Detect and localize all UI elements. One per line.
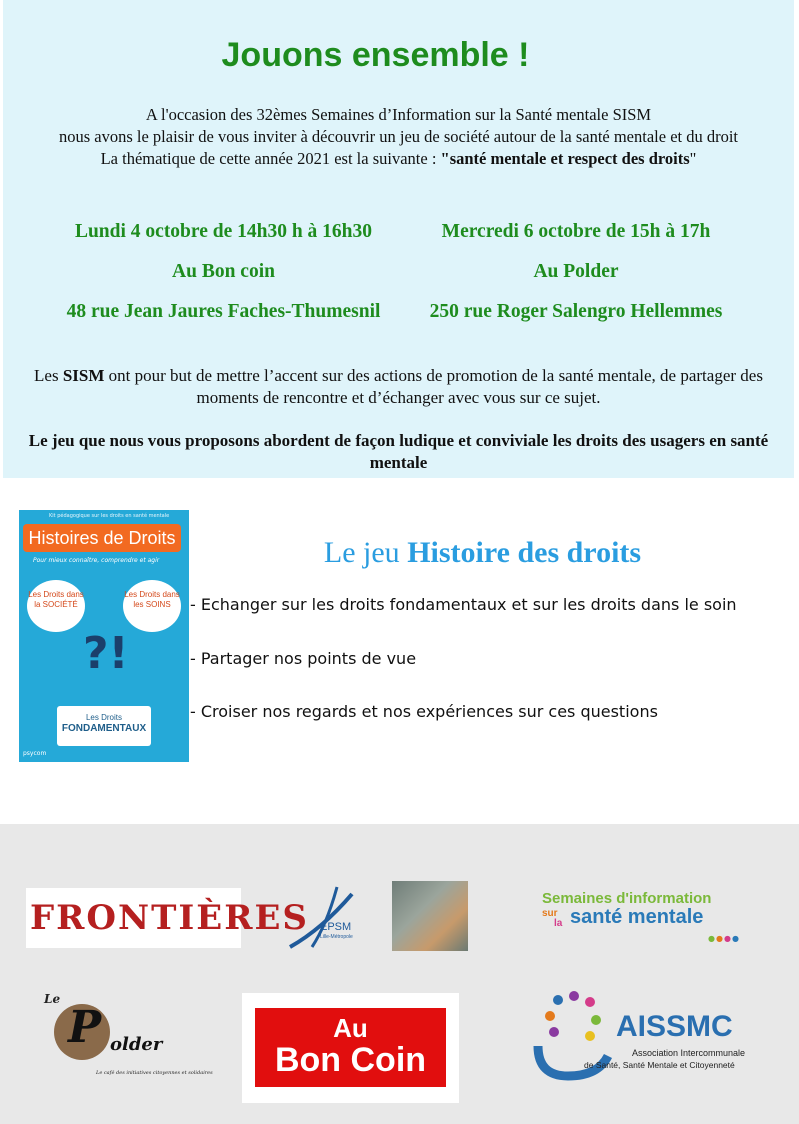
intro-line-2: nous avons le plaisir de vous inviter à découvrir un jeu de société autour de la santé mentale et du droit [58, 127, 739, 146]
event-1-date: Lundi 4 octobre de 14h30 h à 16h30 [74, 221, 373, 242]
game-cover-image [19, 510, 189, 762]
epsm-subtitle: Lille-Métropole [320, 934, 353, 940]
polder-logo [40, 992, 215, 1082]
epsm-painting [392, 881, 468, 951]
intro-line-1: A l'occasion des 32èmes Semaines d’Information sur la Santé mentale SISM [145, 105, 652, 124]
cover-bubble-society: Les Droits dans la SOCIÉTÉ [27, 580, 85, 632]
cover-fund-line1: Les Droits [85, 713, 122, 722]
au-bon-coin-au: Au [333, 1013, 368, 1043]
partners-footer [0, 824, 799, 1124]
sism-rest: ont pour but de mettre l’accent sur des actions de promotion de la santé mentale, de partager des moments de rencontre et d’échanger avec vous sur ce sujet. [104, 366, 763, 407]
aissmc-name: AISSMC [616, 1010, 733, 1043]
game-title-prefix: Le jeu [323, 536, 408, 569]
aissmc-logo [528, 986, 753, 1086]
cover-kit-label: Kit pédagogique sur les droits en santé mentale [49, 513, 170, 519]
cover-banner: Histoires de Droits [23, 524, 181, 552]
polder-name: older [110, 1034, 163, 1055]
sism-acronym: SISM [62, 366, 105, 385]
page-title: Jouons ensemble ! [221, 36, 530, 74]
au-bon-coin-logo [242, 993, 459, 1103]
event-2-date: Mercredi 6 octobre de 15h à 17h [441, 221, 711, 242]
epsm-swoosh-icon [282, 879, 382, 954]
cover-fundamental [57, 706, 151, 746]
cover-publisher: psycom [23, 750, 47, 757]
polder-le: Le [44, 992, 61, 1006]
aissmc-sub-2: de Santé, Santé Mentale et Citoyenneté [584, 1060, 735, 1070]
event-2-address: 250 rue Roger Salengro Hellemmes [429, 301, 723, 322]
intro-theme: "santé mentale et respect des droits [440, 149, 690, 168]
polder-p: P [68, 1002, 102, 1053]
game-title-name: Histoire des droits [407, 536, 642, 569]
question-mark-icon: ?! [83, 628, 129, 679]
sism-logo-line2: santé mentale [570, 906, 704, 928]
sism-prefix: Les [34, 366, 63, 385]
bullet-1: - Echanger sur les droits fondamentaux et sur les droits dans le soin [190, 595, 737, 614]
au-bon-coin-box [255, 1008, 446, 1087]
epsm-name: EPSM [320, 921, 352, 933]
frontieres-logo-text: FRONTIÈRES [30, 898, 309, 938]
game-description: Le jeu que nous vous proposons abordent de façon ludique et conviviale les droits des usagers en santé mentale [28, 431, 769, 472]
sism-logo-la: la [554, 918, 563, 929]
event-2-place: Au Polder [533, 261, 619, 282]
epsm-logo [282, 879, 472, 954]
polder-tagline: Le café des initiatives citoyennes et solidaires [96, 1070, 213, 1076]
cover-bubble-care: Les Droits dans les SOINS [123, 580, 181, 632]
intro-text [3, 104, 794, 170]
au-bon-coin-name: Bon Coin [274, 1041, 427, 1079]
aissmc-people-icon [528, 986, 618, 1086]
bullet-2: - Partager nos points de vue [190, 649, 417, 668]
intro-line-3 [3, 148, 794, 170]
cover-fund-line2: FONDAMENTAUX [61, 723, 147, 734]
event-1-address: 48 rue Jean Jaures Faches-Thumesnil [66, 301, 381, 322]
intro-line-3-suffix: " [689, 149, 697, 168]
intro-line-3-prefix: La thématique de cette année 2021 est la suivante : [100, 149, 441, 168]
game-title [200, 536, 765, 570]
sism-dots-icon: ●●●● [708, 934, 740, 943]
cover-subtitle: Pour mieux connaître, comprendre et agir [33, 557, 160, 564]
intro-section [3, 0, 794, 478]
event-1-place: Au Bon coin [172, 261, 275, 282]
sism-text [3, 365, 794, 409]
sism-logo-sur: sur [542, 908, 558, 919]
aissmc-sub-1: Association Intercommunale [632, 1048, 746, 1058]
sism-logo [540, 888, 740, 948]
frontieres-logo [26, 888, 309, 948]
bullet-3: - Croiser nos regards et nos expériences sur ces questions [190, 702, 658, 721]
sism-logo-line1: Semaines d'information [542, 890, 712, 907]
